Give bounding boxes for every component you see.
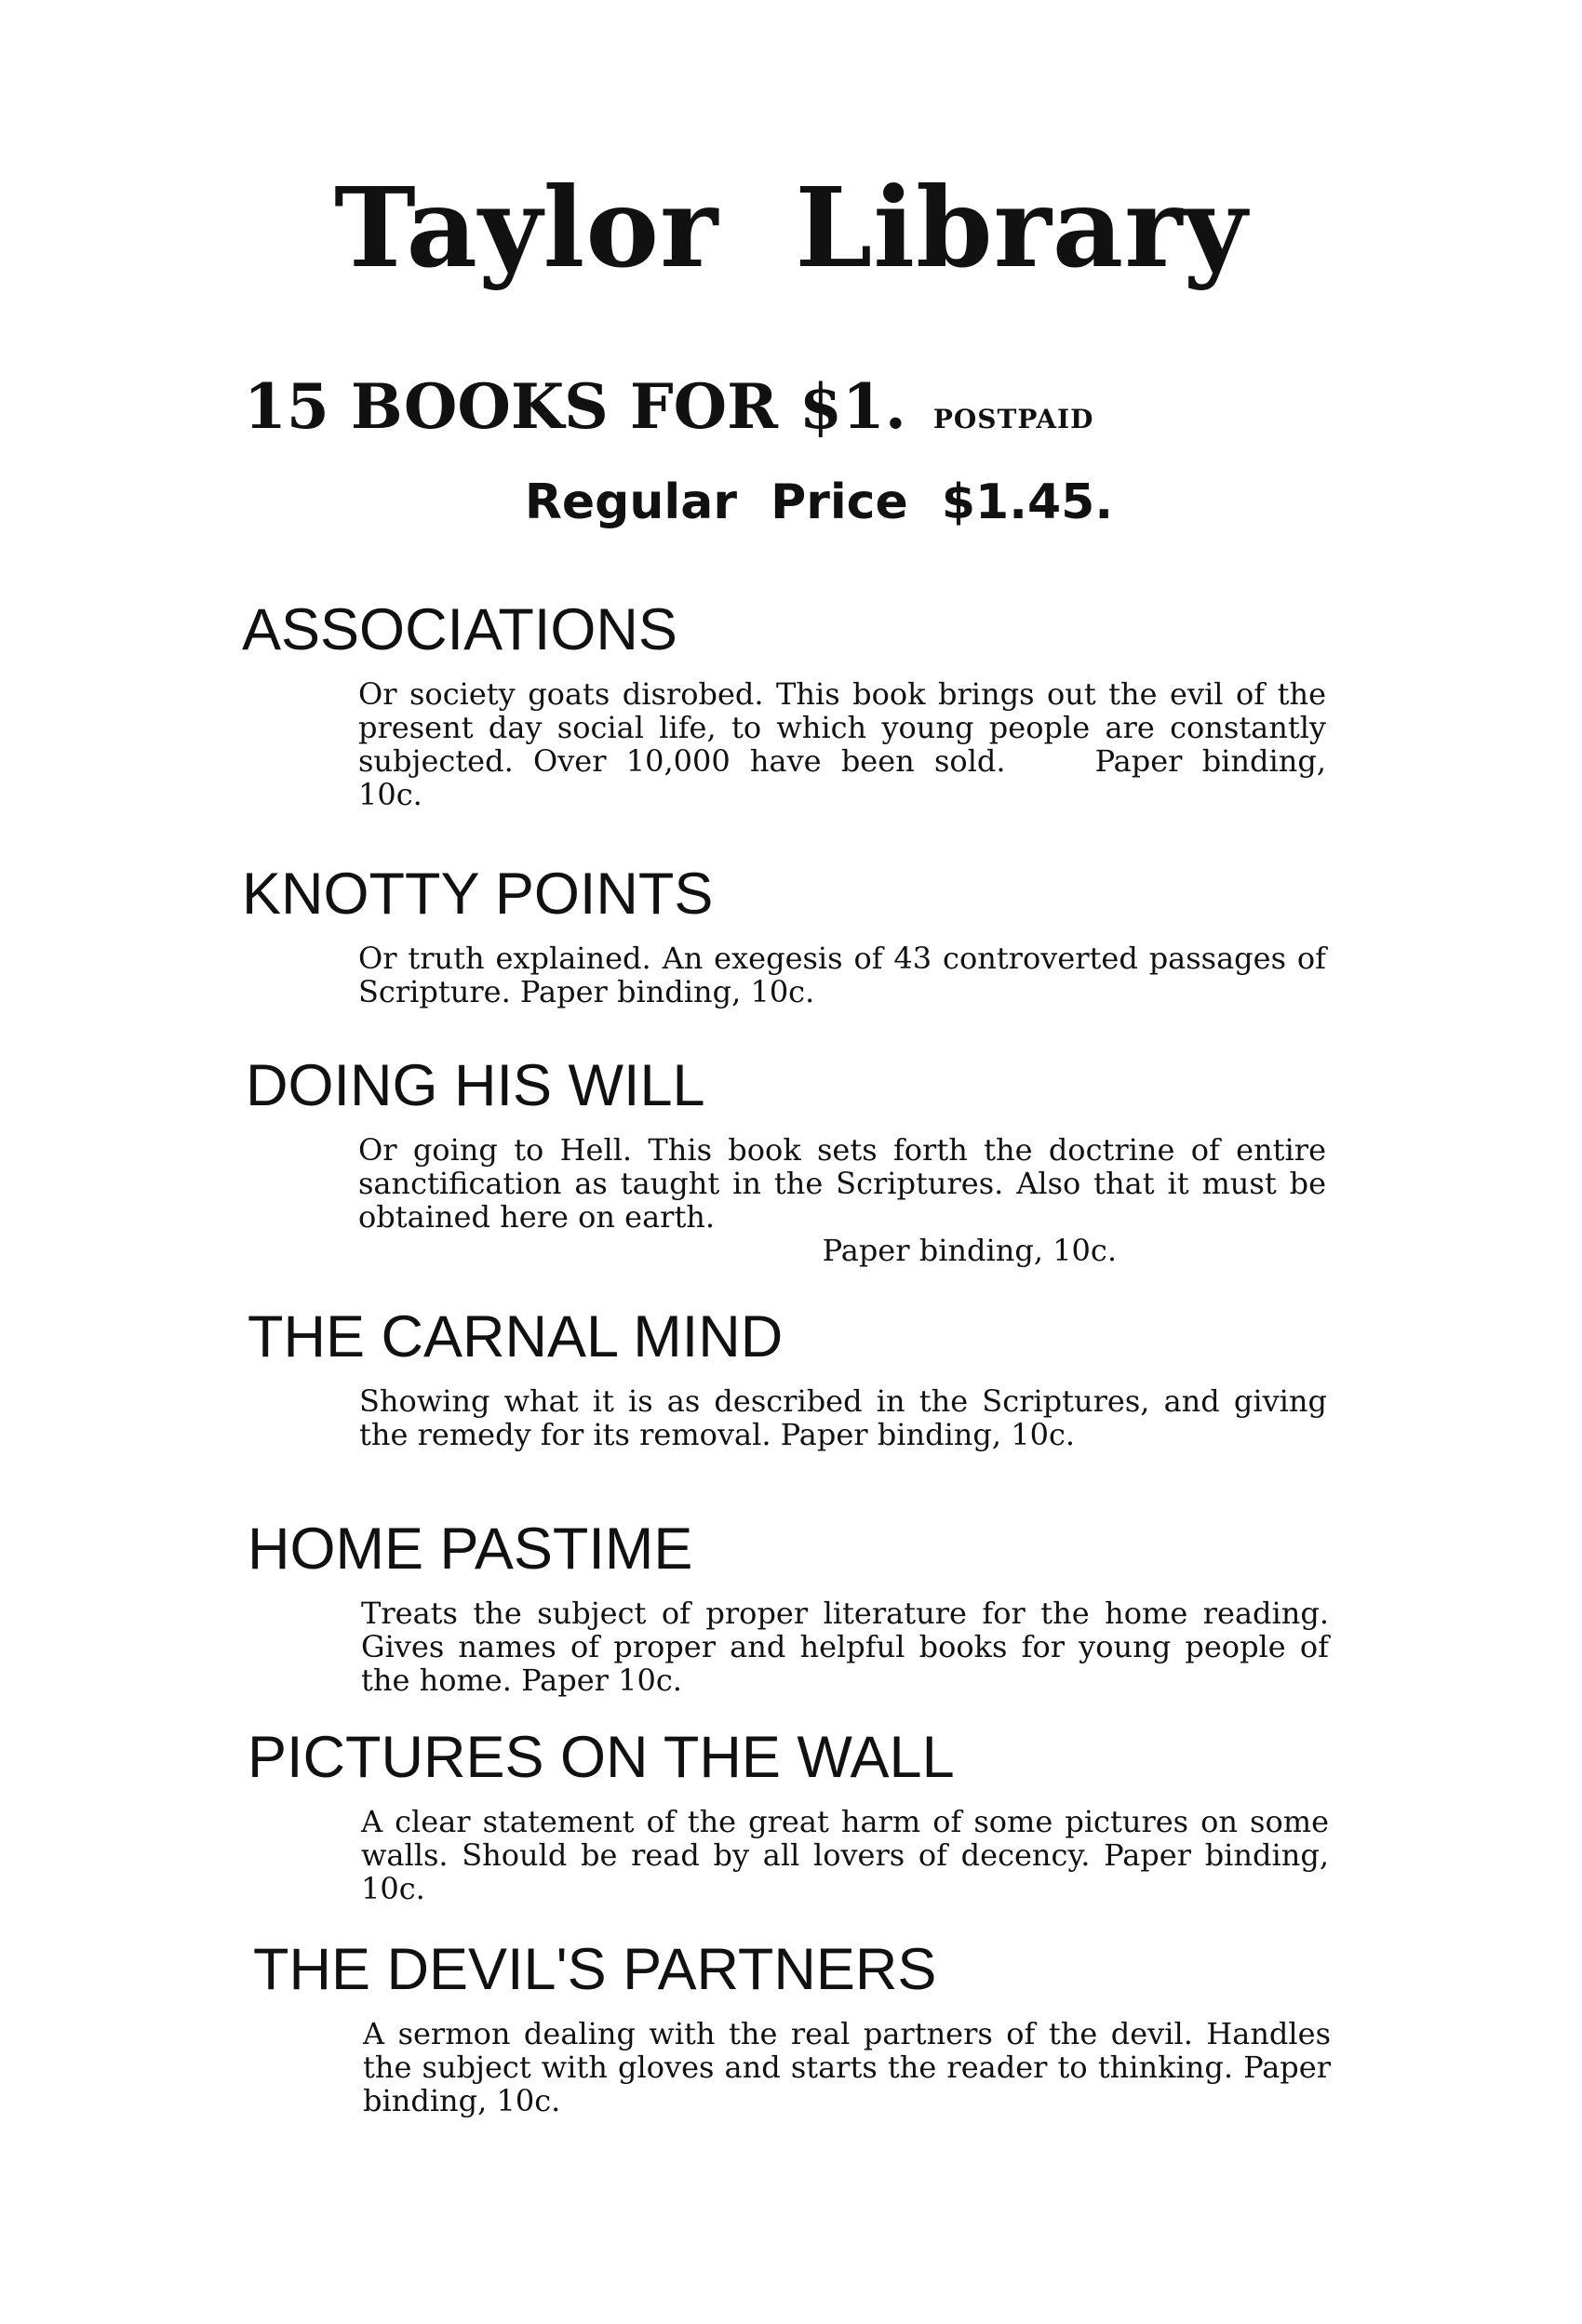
book-description-text: Or going to Hell. This book sets forth the doctrine of entire sanctification as taught in the Scriptures. Also that it must be obtained here on earth. bbox=[358, 1132, 1326, 1235]
book-title: THE DEVIL'S PARTNERS bbox=[253, 1937, 937, 2002]
book-entry-home-pastime bbox=[248, 1515, 1329, 1697]
book-description bbox=[358, 1133, 1326, 1267]
regular-price: Regular Price $1.45. bbox=[524, 474, 1114, 530]
book-title: DOING HIS WILL bbox=[246, 1053, 705, 1118]
book-title: ASSOCIATIONS bbox=[242, 597, 677, 662]
book-description: Or society goats disrobed. This book brings out the evil of the present day social life, to which young people are constantly subjected. Over 10,000 have been sold. Paper binding, 10c. bbox=[358, 676, 1326, 812]
book-entry-associations bbox=[242, 595, 1326, 811]
book-title: THE CARNAL MIND bbox=[248, 1304, 784, 1369]
book-binding: Paper binding, 10c. bbox=[822, 1233, 1117, 1268]
book-title: PICTURES ON THE WALL bbox=[248, 1725, 955, 1790]
book-description: Or truth explained. An exegesis of 43 controverted passages of Scripture. Paper binding, 10c. bbox=[358, 941, 1326, 1009]
book-description: Showing what it is as described in the Scriptures, and giving the remedy for its removal. Paper binding, 10c. bbox=[359, 1383, 1327, 1452]
offer-line bbox=[244, 365, 1093, 461]
book-entry-carnal-mind bbox=[248, 1302, 1327, 1451]
book-title: KNOTTY POINTS bbox=[242, 861, 714, 927]
book-entry-doing-his-will bbox=[246, 1051, 1326, 1267]
book-description: Treats the subject of proper literature for the home reading. Gives names of proper and helpful books for young people of the home. Paper 10c. bbox=[361, 1596, 1329, 1698]
book-entry-pictures-on-the-wall bbox=[248, 1723, 1329, 1905]
postpaid-label: POSTPAID bbox=[932, 404, 1094, 434]
book-title: HOME PASTIME bbox=[248, 1516, 693, 1582]
book-description: A clear statement of the great harm of some pictures on some walls. Should be read by all lovers of decency. Paper binding, 10c. bbox=[361, 1804, 1329, 1906]
offer-text: 15 BOOKS FOR $1. bbox=[244, 370, 906, 443]
book-description: A sermon dealing with the real partners of the devil. Handles the subject with gloves and starts the reader to thinking. Paper binding, 10c. bbox=[363, 2016, 1331, 2118]
book-entry-devils-partners bbox=[253, 1935, 1331, 2117]
book-entry-knotty-points bbox=[242, 860, 1326, 1008]
library-title: Taylor Library bbox=[334, 163, 1248, 292]
